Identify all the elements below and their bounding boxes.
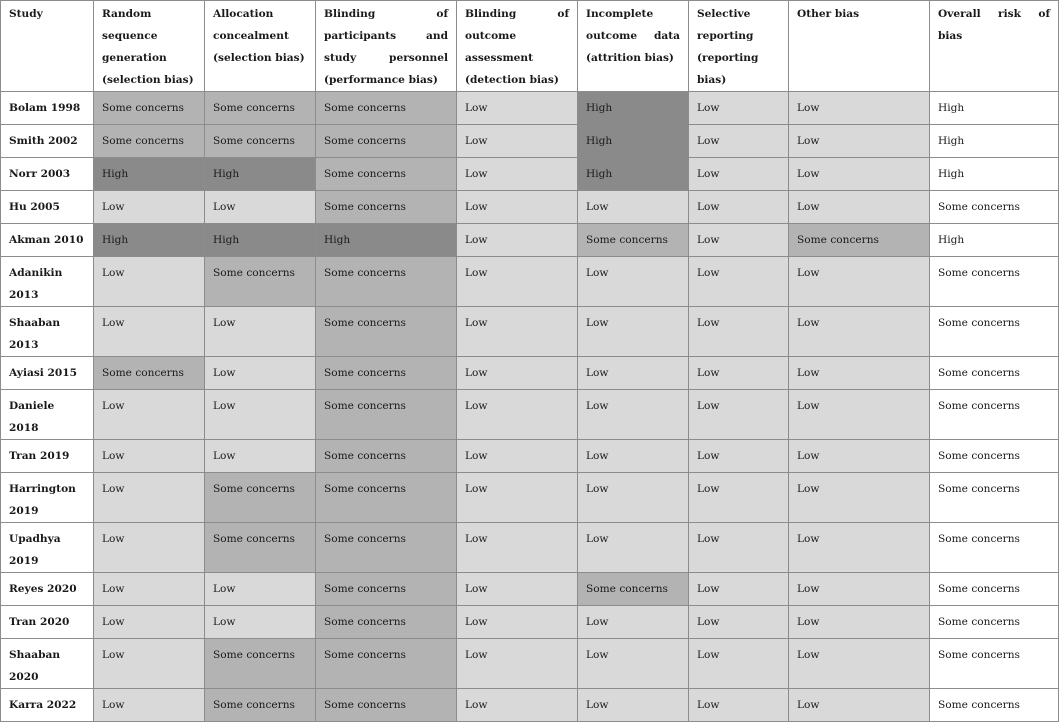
- cell-blinding-outcome: Low: [457, 224, 578, 257]
- cell-other: Low: [789, 523, 930, 573]
- cell-random: Low: [94, 606, 205, 639]
- cell-incomplete: Low: [578, 307, 689, 357]
- table-row: [1, 125, 1059, 158]
- cell-blinding-outcome: Low: [457, 191, 578, 224]
- cell-blinding-participants: Some concerns: [316, 473, 457, 523]
- table-row: [1, 606, 1059, 639]
- table-row: [1, 440, 1059, 473]
- cell-blinding-outcome: Low: [457, 357, 578, 390]
- cell-incomplete: Low: [578, 191, 689, 224]
- cell-blinding-participants: Some concerns: [316, 191, 457, 224]
- cell-incomplete: Low: [578, 357, 689, 390]
- cell-overall: High: [930, 92, 1059, 125]
- cell-incomplete: Some concerns: [578, 573, 689, 606]
- cell-blinding-outcome: Low: [457, 440, 578, 473]
- cell-incomplete: Low: [578, 440, 689, 473]
- cell-other: Low: [789, 191, 930, 224]
- study-name: Tran 2019: [1, 440, 94, 473]
- cell-selective: Low: [689, 307, 789, 357]
- cell-incomplete: Some concerns: [578, 224, 689, 257]
- cell-overall: Some concerns: [930, 191, 1059, 224]
- cell-allocation: Some concerns: [205, 92, 316, 125]
- study-name: Karra 2022: [1, 689, 94, 722]
- cell-blinding-participants: Some concerns: [316, 158, 457, 191]
- study-name: Bolam 1998: [1, 92, 94, 125]
- cell-blinding-outcome: Low: [457, 125, 578, 158]
- cell-random: Low: [94, 257, 205, 307]
- header-blinding-outcome: Blinding of outcome assessment (detection bias): [457, 1, 578, 92]
- cell-random: Low: [94, 390, 205, 440]
- cell-random: Low: [94, 689, 205, 722]
- cell-overall: Some concerns: [930, 440, 1059, 473]
- cell-allocation: Some concerns: [205, 125, 316, 158]
- cell-other: Low: [789, 390, 930, 440]
- cell-blinding-outcome: Low: [457, 158, 578, 191]
- table-row: [1, 158, 1059, 191]
- cell-random: Low: [94, 307, 205, 357]
- header-blinding-participants: Blinding of participants and study personnel (performance bias): [316, 1, 457, 92]
- cell-blinding-outcome: Low: [457, 257, 578, 307]
- cell-random: Some concerns: [94, 125, 205, 158]
- cell-selective: Low: [689, 357, 789, 390]
- study-name: Hu 2005: [1, 191, 94, 224]
- cell-selective: Low: [689, 573, 789, 606]
- study-name: Adanikin 2013: [1, 257, 94, 307]
- cell-allocation: Low: [205, 357, 316, 390]
- cell-other: Low: [789, 473, 930, 523]
- cell-overall: Some concerns: [930, 639, 1059, 689]
- cell-other: Low: [789, 158, 930, 191]
- study-name: Norr 2003: [1, 158, 94, 191]
- table-row: [1, 257, 1059, 307]
- header-overall: Overall risk of bias: [930, 1, 1059, 92]
- cell-blinding-participants: Some concerns: [316, 92, 457, 125]
- study-name: Smith 2002: [1, 125, 94, 158]
- cell-blinding-outcome: Low: [457, 473, 578, 523]
- table-row: [1, 473, 1059, 523]
- cell-random: Low: [94, 473, 205, 523]
- cell-blinding-participants: Some concerns: [316, 125, 457, 158]
- cell-blinding-outcome: Low: [457, 606, 578, 639]
- cell-selective: Low: [689, 639, 789, 689]
- table-row: [1, 307, 1059, 357]
- cell-overall: Some concerns: [930, 473, 1059, 523]
- cell-allocation: High: [205, 158, 316, 191]
- header-random-sequence: Random sequence generation (selection bias): [94, 1, 205, 92]
- cell-random: Low: [94, 191, 205, 224]
- cell-other: Low: [789, 125, 930, 158]
- cell-overall: Some concerns: [930, 307, 1059, 357]
- study-name: Daniele 2018: [1, 390, 94, 440]
- table-row: [1, 224, 1059, 257]
- study-name: Akman 2010: [1, 224, 94, 257]
- cell-selective: Low: [689, 523, 789, 573]
- cell-overall: Some concerns: [930, 573, 1059, 606]
- cell-blinding-outcome: Low: [457, 639, 578, 689]
- cell-blinding-participants: Some concerns: [316, 639, 457, 689]
- table-row: [1, 191, 1059, 224]
- cell-other: Low: [789, 257, 930, 307]
- cell-other: Some concerns: [789, 224, 930, 257]
- cell-blinding-participants: Some concerns: [316, 257, 457, 307]
- cell-allocation: Low: [205, 307, 316, 357]
- cell-allocation: Some concerns: [205, 257, 316, 307]
- cell-blinding-participants: Some concerns: [316, 390, 457, 440]
- cell-blinding-participants: Some concerns: [316, 689, 457, 722]
- table-row: [1, 390, 1059, 440]
- cell-allocation: Low: [205, 191, 316, 224]
- header-row: [1, 1, 1059, 92]
- study-name: Ayiasi 2015: [1, 357, 94, 390]
- table-row: [1, 523, 1059, 573]
- cell-selective: Low: [689, 257, 789, 307]
- cell-random: Some concerns: [94, 357, 205, 390]
- cell-blinding-outcome: Low: [457, 689, 578, 722]
- header-other: Other bias: [789, 1, 930, 92]
- cell-overall: Some concerns: [930, 357, 1059, 390]
- header-allocation: Allocation concealment (selection bias): [205, 1, 316, 92]
- cell-selective: Low: [689, 440, 789, 473]
- cell-blinding-outcome: Low: [457, 390, 578, 440]
- cell-allocation: High: [205, 224, 316, 257]
- cell-blinding-participants: Some concerns: [316, 307, 457, 357]
- cell-blinding-participants: Some concerns: [316, 573, 457, 606]
- cell-incomplete: Low: [578, 689, 689, 722]
- table-row: [1, 357, 1059, 390]
- cell-random: Low: [94, 440, 205, 473]
- cell-allocation: Some concerns: [205, 639, 316, 689]
- cell-incomplete: Low: [578, 473, 689, 523]
- table-row: [1, 639, 1059, 689]
- cell-other: Low: [789, 689, 930, 722]
- header-selective: Selective reporting (reporting bias): [689, 1, 789, 92]
- cell-incomplete: Low: [578, 390, 689, 440]
- cell-selective: Low: [689, 224, 789, 257]
- cell-selective: Low: [689, 92, 789, 125]
- cell-other: Low: [789, 606, 930, 639]
- cell-other: Low: [789, 307, 930, 357]
- cell-selective: Low: [689, 125, 789, 158]
- table-row: [1, 573, 1059, 606]
- header-study: Study: [1, 1, 94, 92]
- cell-blinding-outcome: Low: [457, 307, 578, 357]
- cell-blinding-outcome: Low: [457, 92, 578, 125]
- cell-selective: Low: [689, 689, 789, 722]
- study-name: Shaaban 2020: [1, 639, 94, 689]
- cell-other: Low: [789, 357, 930, 390]
- cell-blinding-outcome: Low: [457, 523, 578, 573]
- study-name: Upadhya 2019: [1, 523, 94, 573]
- cell-incomplete: High: [578, 92, 689, 125]
- cell-allocation: Some concerns: [205, 689, 316, 722]
- cell-selective: Low: [689, 606, 789, 639]
- cell-selective: Low: [689, 390, 789, 440]
- cell-incomplete: Low: [578, 523, 689, 573]
- cell-other: Low: [789, 573, 930, 606]
- cell-allocation: Some concerns: [205, 473, 316, 523]
- study-name: Harrington 2019: [1, 473, 94, 523]
- cell-random: Low: [94, 639, 205, 689]
- cell-random: High: [94, 158, 205, 191]
- cell-random: High: [94, 224, 205, 257]
- cell-selective: Low: [689, 158, 789, 191]
- cell-incomplete: Low: [578, 257, 689, 307]
- study-name: Reyes 2020: [1, 573, 94, 606]
- cell-random: Low: [94, 573, 205, 606]
- cell-blinding-outcome: Low: [457, 573, 578, 606]
- cell-overall: Some concerns: [930, 257, 1059, 307]
- cell-blinding-participants: High: [316, 224, 457, 257]
- cell-random: Low: [94, 523, 205, 573]
- study-name: Shaaban 2013: [1, 307, 94, 357]
- cell-blinding-participants: Some concerns: [316, 357, 457, 390]
- cell-incomplete: High: [578, 125, 689, 158]
- cell-incomplete: Low: [578, 639, 689, 689]
- cell-overall: Some concerns: [930, 390, 1059, 440]
- cell-selective: Low: [689, 191, 789, 224]
- cell-overall: Some concerns: [930, 689, 1059, 722]
- cell-allocation: Some concerns: [205, 523, 316, 573]
- cell-incomplete: High: [578, 158, 689, 191]
- cell-other: Low: [789, 92, 930, 125]
- table-row: [1, 689, 1059, 722]
- cell-other: Low: [789, 639, 930, 689]
- cell-allocation: Low: [205, 440, 316, 473]
- cell-overall: High: [930, 224, 1059, 257]
- cell-other: Low: [789, 440, 930, 473]
- cell-allocation: Low: [205, 390, 316, 440]
- cell-selective: Low: [689, 473, 789, 523]
- cell-overall: High: [930, 158, 1059, 191]
- study-name: Tran 2020: [1, 606, 94, 639]
- header-incomplete: Incomplete outcome data (attrition bias): [578, 1, 689, 92]
- cell-blinding-participants: Some concerns: [316, 440, 457, 473]
- cell-blinding-participants: Some concerns: [316, 523, 457, 573]
- cell-incomplete: Low: [578, 606, 689, 639]
- cell-allocation: Low: [205, 606, 316, 639]
- table-row: [1, 92, 1059, 125]
- cell-blinding-participants: Some concerns: [316, 606, 457, 639]
- cell-overall: Some concerns: [930, 606, 1059, 639]
- cell-overall: Some concerns: [930, 523, 1059, 573]
- cell-allocation: Low: [205, 573, 316, 606]
- cell-overall: High: [930, 125, 1059, 158]
- cell-random: Some concerns: [94, 92, 205, 125]
